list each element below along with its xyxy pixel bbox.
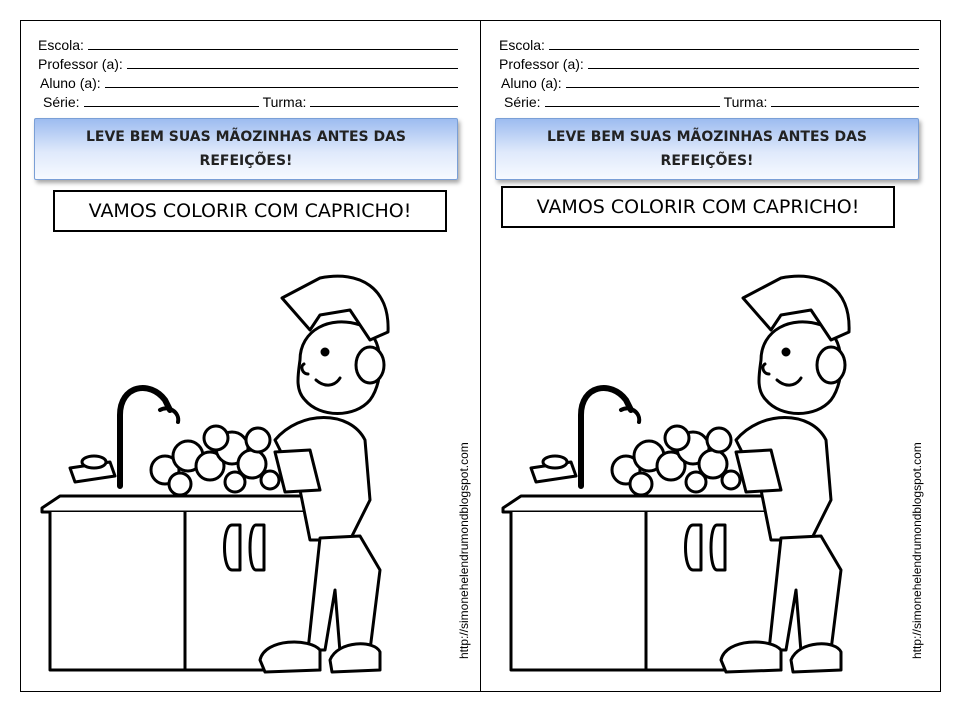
soap-bubbles [612, 426, 740, 495]
counter-top [42, 496, 320, 512]
header-fields [499, 34, 919, 110]
school-line[interactable] [88, 49, 458, 50]
header-fields [38, 34, 458, 110]
student-label: Aluno (a): [501, 75, 562, 91]
student-line[interactable] [566, 87, 919, 88]
class-label: Turma: [723, 94, 768, 110]
cabinet-handle-right [250, 525, 264, 570]
student-label: Aluno (a): [40, 75, 101, 91]
class-line[interactable] [771, 106, 919, 107]
cabinet-handle-left [686, 525, 702, 570]
worksheet-copy-right [481, 20, 941, 692]
student-field[interactable] [38, 72, 458, 91]
grade-label: Série: [504, 94, 541, 110]
soap-bubbles [151, 426, 279, 495]
grade-label: Série: [43, 94, 80, 110]
school-label: Escola: [499, 37, 545, 53]
teacher-line[interactable] [588, 68, 919, 69]
cabinet-handle-right [711, 525, 725, 570]
student-line[interactable] [105, 87, 458, 88]
class-line[interactable] [310, 106, 458, 107]
school-field[interactable] [38, 34, 458, 53]
teacher-line[interactable] [127, 68, 458, 69]
coloring-instruction: VAMOS COLORIR COM CAPRICHO! [53, 190, 447, 232]
school-line[interactable] [549, 49, 919, 50]
student-field[interactable] [499, 72, 919, 91]
teacher-label: Professor (a): [38, 56, 123, 72]
class-label: Turma: [262, 94, 307, 110]
boy-shoe-right [791, 644, 841, 672]
school-label: Escola: [38, 37, 84, 53]
cabinet-handle-left [225, 525, 241, 570]
hygiene-banner: LEVE BEM SUAS MÃOZINHAS ANTES DAS REFEIÇÕES! [34, 118, 458, 180]
boy-shoe-right [330, 644, 380, 672]
worksheet-copy-left [20, 20, 480, 692]
grade-line[interactable] [545, 106, 720, 107]
hygiene-banner: LEVE BEM SUAS MÃOZINHAS ANTES DAS REFEIÇÕES! [495, 118, 919, 180]
teacher-label: Professor (a): [499, 56, 584, 72]
teacher-field[interactable] [38, 53, 458, 72]
boy-shoe-left [260, 642, 320, 672]
school-field[interactable] [499, 34, 919, 53]
coloring-instruction: VAMOS COLORIR COM CAPRICHO! [501, 186, 895, 228]
grade-class-field[interactable] [38, 91, 458, 110]
boy-pants [769, 536, 841, 652]
teacher-field[interactable] [499, 53, 919, 72]
grade-class-field[interactable] [499, 91, 919, 110]
grade-line[interactable] [84, 106, 259, 107]
boy-shoe-left [721, 642, 781, 672]
boy-washing-hands-illustration[interactable] [481, 240, 921, 690]
boy-pants [308, 536, 380, 652]
blog-credit: http://simonehelendrumondblogspot.com [910, 442, 924, 660]
blog-credit: http://simonehelendrumondblogspot.com [457, 442, 471, 660]
boy-washing-hands-illustration[interactable] [20, 240, 460, 690]
counter-top [503, 496, 781, 512]
